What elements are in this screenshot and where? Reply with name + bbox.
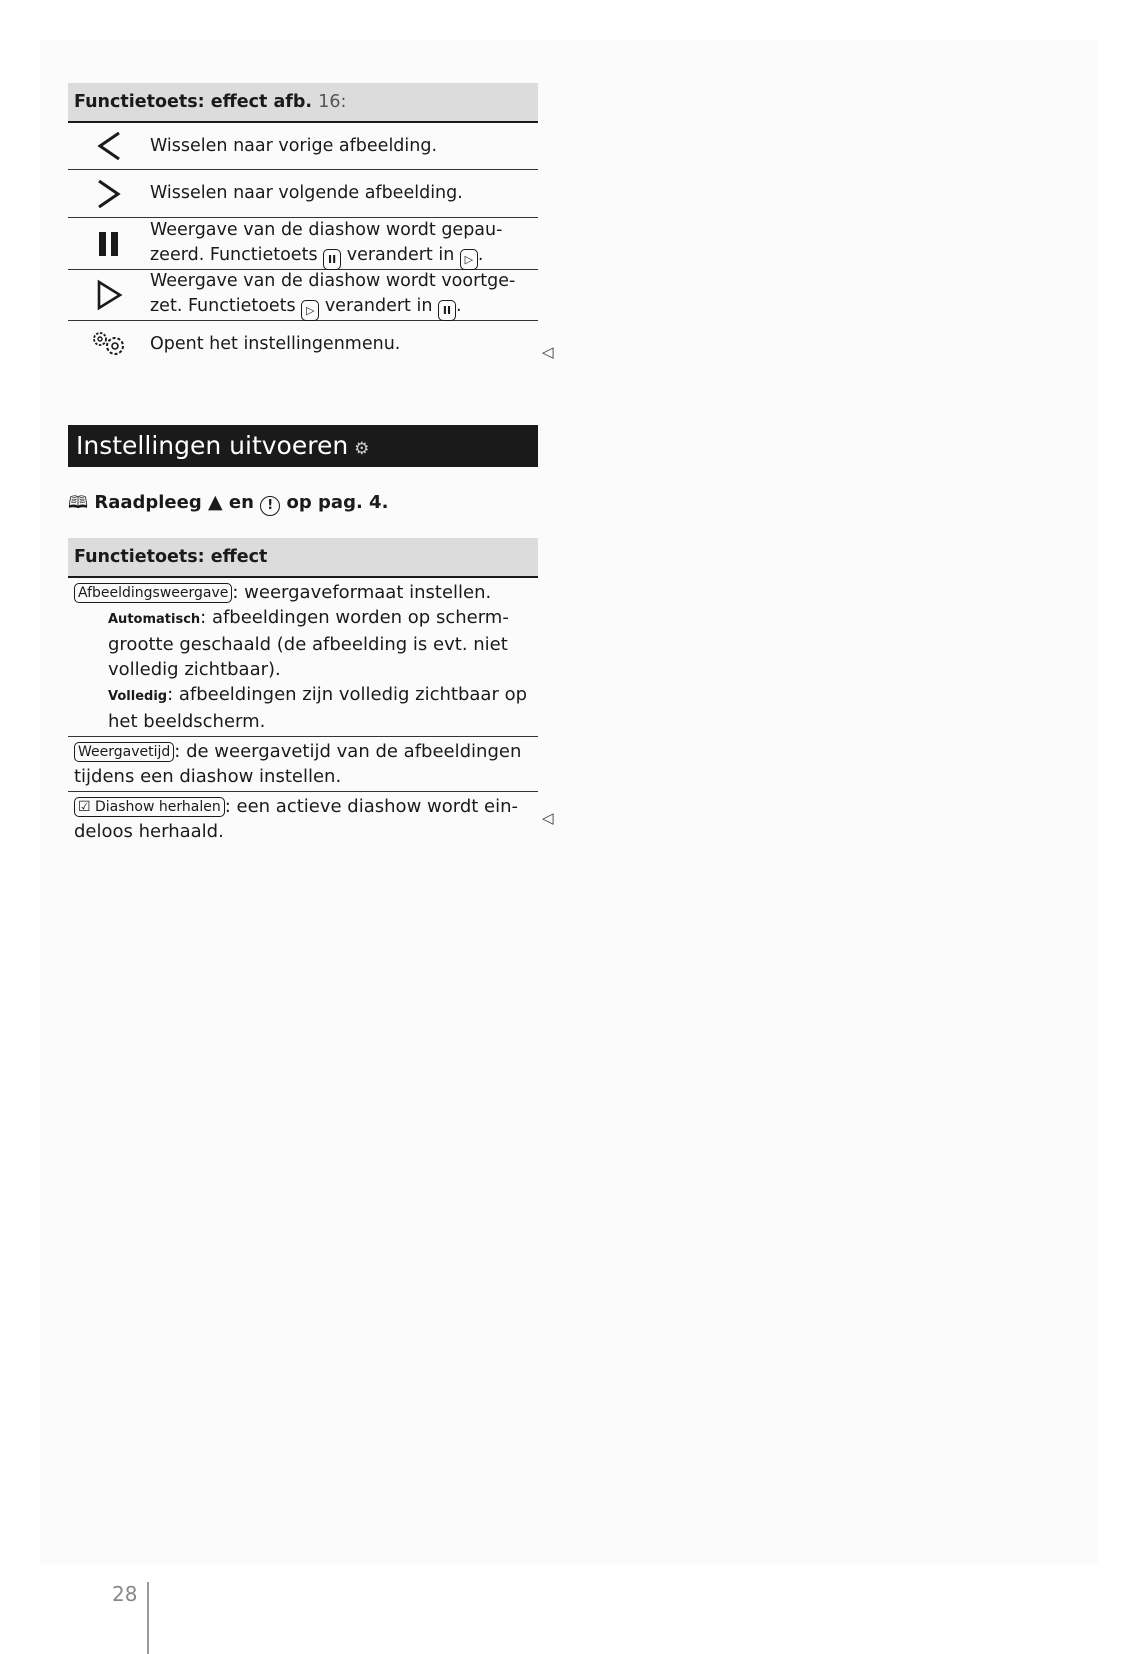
row-text-period: . xyxy=(477,244,484,265)
row-text-line: Weergave van de diashow wordt voortge- xyxy=(150,271,516,291)
warning-triangle-icon: ▲ xyxy=(208,491,223,513)
pause-icon xyxy=(68,230,150,258)
row-text: Wisselen naar volgende afbeelding. xyxy=(150,183,463,203)
option-text: het beeldscherm. xyxy=(108,711,266,732)
option-text: : afbeeldingen zijn volledig zichtbaar op xyxy=(167,684,528,705)
settings-gears-icon xyxy=(68,329,150,359)
caution-circle-icon: ! xyxy=(260,496,280,516)
row-text: deloos herhaald. xyxy=(74,821,224,842)
table-row xyxy=(68,123,538,170)
table-header: Functietoets: effect xyxy=(68,538,538,578)
option-text: grootte geschaald (de afbeelding is evt. niet xyxy=(108,634,508,655)
page-number: 28 xyxy=(112,1582,138,1606)
option-text: volledig zichtbaar). xyxy=(108,659,281,680)
function-key-label: Weergavetijd xyxy=(74,742,174,762)
row-text-line: Weergave van de diashow wordt gepau- xyxy=(150,219,503,240)
table-row xyxy=(68,578,538,737)
table-row xyxy=(68,270,538,321)
settings-table xyxy=(68,538,538,846)
option-name: Volledig xyxy=(108,689,168,704)
table-row xyxy=(68,321,538,367)
chevron-right-icon xyxy=(68,178,150,210)
section-end-marker-icon: ◁ xyxy=(542,343,554,361)
row-text xyxy=(150,216,502,272)
row-text: : een actieve diashow wordt ein- xyxy=(224,796,519,817)
row-text: tijdens een diashow instellen. xyxy=(74,766,342,787)
row-text-line: zeerd. Functietoets xyxy=(150,244,318,265)
settings-gears-icon: ⚙ xyxy=(354,439,370,459)
section-heading xyxy=(68,425,538,467)
book-icon: 🕮 xyxy=(68,493,89,513)
chevron-left-icon xyxy=(68,130,150,162)
play-key-icon: ▷ xyxy=(301,300,319,321)
function-key-label: Afbeeldingsweergave xyxy=(74,583,232,603)
option-item xyxy=(74,605,532,682)
row-text: Wisselen naar vorige afbeelding. xyxy=(150,135,438,156)
table-row xyxy=(68,792,538,846)
table-row xyxy=(68,737,538,792)
section-title: Instellingen uitvoeren xyxy=(76,431,349,460)
pause-key-icon: II xyxy=(438,300,456,321)
play-key-icon: ▷ xyxy=(460,249,478,270)
function-key-label: Diashow herhalen xyxy=(95,799,221,815)
section-end-marker-icon: ◁ xyxy=(542,809,554,827)
row-text-line: verandert in xyxy=(324,296,433,316)
function-key-table xyxy=(68,83,538,367)
row-text xyxy=(150,267,515,323)
row-text-line: zet. Functietoets xyxy=(150,296,296,316)
table-row xyxy=(68,218,538,270)
page-divider xyxy=(147,1582,149,1654)
row-text-period: . xyxy=(456,296,462,316)
checkbox-checked-icon: ☑ xyxy=(78,799,91,815)
figure-number: 16: xyxy=(318,92,347,112)
row-text: : de weergavetijd van de afbeeldingen xyxy=(174,741,522,762)
option-text: : afbeeldingen worden op scherm- xyxy=(200,607,509,628)
table-row xyxy=(68,170,538,218)
row-text: Opent het instellingenmenu. xyxy=(150,333,401,354)
function-key-checkbox xyxy=(74,797,225,817)
pause-key-icon: II xyxy=(323,249,341,270)
option-item xyxy=(74,682,532,734)
reference-text: Raadpleeg xyxy=(94,492,202,513)
row-text: : weergaveformaat instellen. xyxy=(232,582,492,603)
option-name: Automatisch xyxy=(108,612,201,627)
play-icon xyxy=(68,279,150,311)
header-label: Functietoets: effect afb. xyxy=(74,92,313,112)
row-text-line: verandert in xyxy=(346,244,455,265)
reference-text: op pag. 4. xyxy=(286,492,389,513)
reference-line xyxy=(68,490,538,519)
reference-text: en xyxy=(228,492,254,513)
table-header xyxy=(68,83,538,123)
